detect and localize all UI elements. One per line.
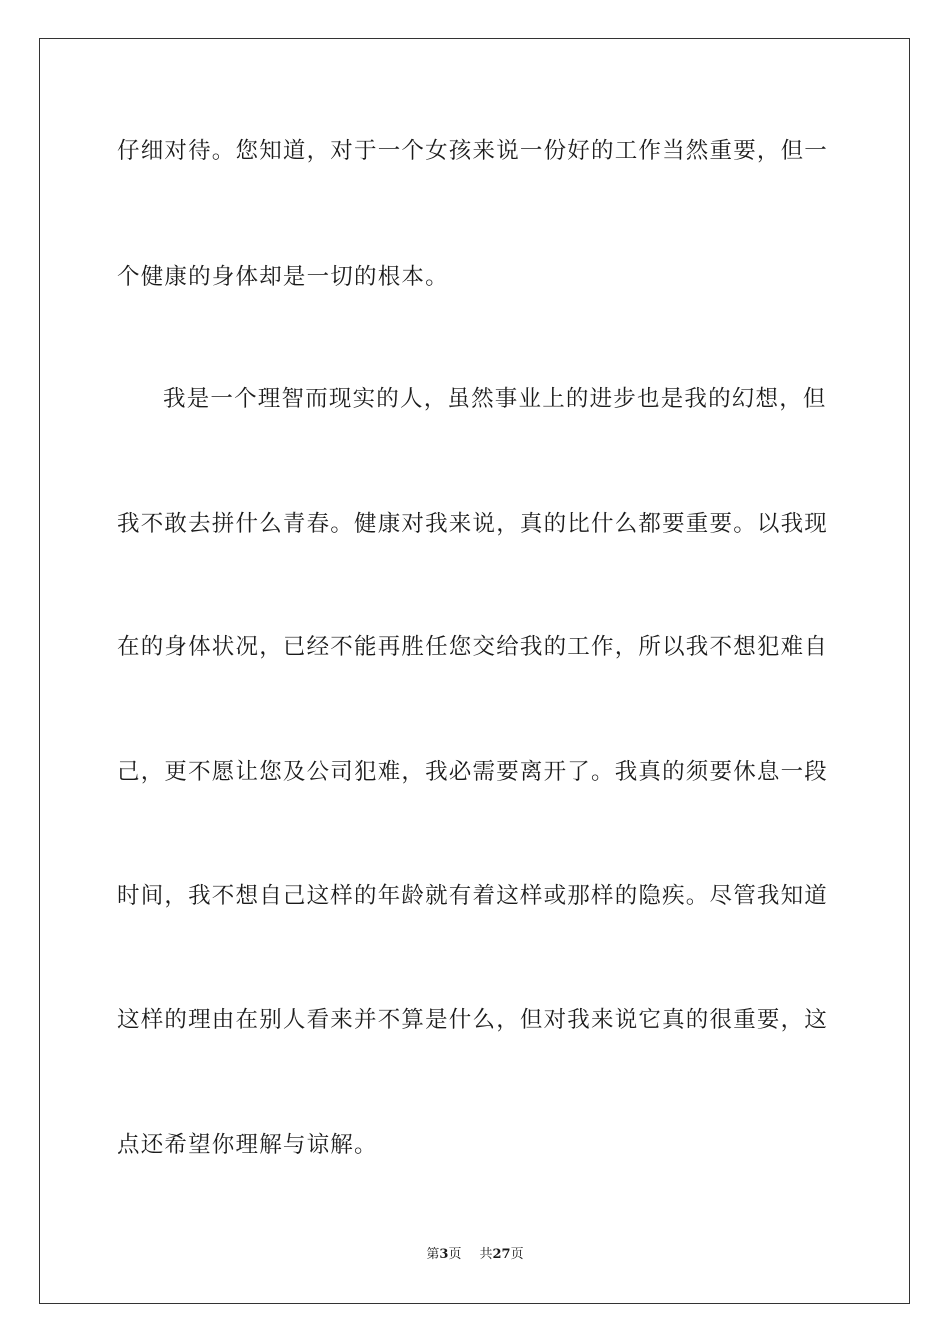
total-suffix: 页 xyxy=(510,1247,524,1262)
total-prefix: 共 xyxy=(479,1247,493,1262)
body-line-7: 时间，我不想自己这样的年龄就有着这样或那样的隐疾。尽管我知道 xyxy=(117,883,829,909)
body-line-1: 仔细对待。您知道，对于一个女孩来说一份好的工作当然重要，但一 xyxy=(117,138,829,164)
body-line-5: 在的身体状况，已经不能再胜任您交给我的工作，所以我不想犯难自 xyxy=(117,634,829,660)
page-total: 27 xyxy=(492,1247,511,1262)
page-prefix: 第 xyxy=(426,1247,440,1262)
page-border xyxy=(39,38,910,1304)
body-line-2: 个健康的身体却是一切的根本。 xyxy=(117,264,449,290)
body-line-4: 我不敢去拼什么青春。健康对我来说，真的比什么都要重要。以我现 xyxy=(117,511,829,537)
body-line-8: 这样的理由在别人看来并不算是什么，但对我来说它真的很重要，这 xyxy=(117,1007,829,1033)
page-suffix: 页 xyxy=(448,1247,462,1262)
body-line-9: 点还希望你理解与谅解。 xyxy=(117,1132,378,1158)
page-footer xyxy=(0,1246,950,1264)
body-line-3: 我是一个理智而现实的人，虽然事业上的进步也是我的幻想，但 xyxy=(163,386,827,412)
page-current: 3 xyxy=(439,1247,449,1262)
body-line-6: 己，更不愿让您及公司犯难，我必需要离开了。我真的须要休息一段 xyxy=(117,759,829,785)
